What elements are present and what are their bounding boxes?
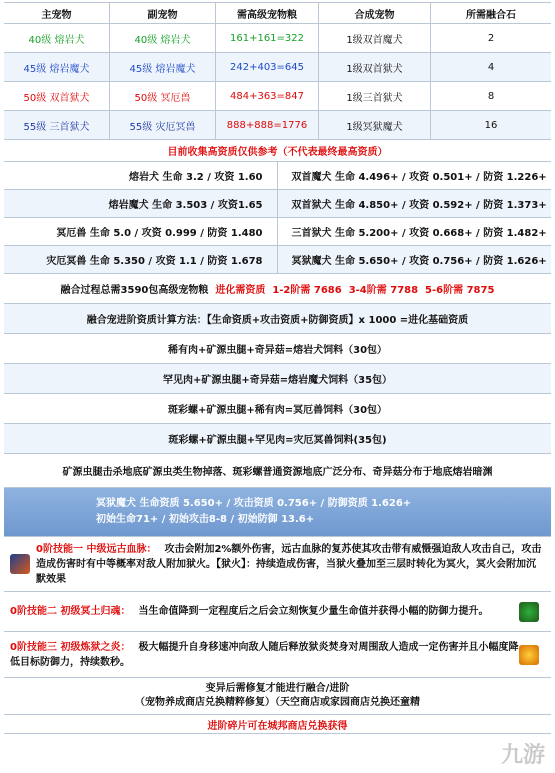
- shard-note: 进阶碎片可在城邦商店兑换获得: [207, 720, 348, 732]
- recipe-row: [4, 424, 551, 454]
- recipe: 斑彩螺+矿源虫腿+罕见肉=灾厄冥兽饲料(35包): [168, 435, 387, 446]
- heal-icon: [519, 602, 539, 622]
- header-food: 需高级宠物粮: [216, 3, 319, 23]
- recipe-row: [4, 334, 551, 364]
- fusion-prefix: 融合过程总需3590包高级宠物粮: [60, 285, 209, 296]
- watermark: 九游: [500, 743, 545, 768]
- distribution-text: 矿源虫腿击杀地底矿源虫类生物掉落、斑彩螺普通资源地底广泛分布、奇异菇分布于地底熔岩暗渊: [62, 467, 493, 478]
- stat-right: 双首魔犬 生命 4.496+ / 攻资 0.501+ / 防资 1.226+: [291, 172, 547, 183]
- skill-3-desc: 极大幅提升自身移速冲向敌人随后释放狱炎焚身对周围敌人造成一定伤害并且小幅度降低目标防御力，持续数秒。: [10, 641, 519, 668]
- skill-2-desc: 当生命值降到一定程度后之后会立刻恢复少量生命值并获得小幅的防御力提升。: [138, 606, 489, 617]
- final-pet-row: [4, 488, 551, 537]
- skill-3-content: [10, 640, 519, 670]
- fusion-requirement: [4, 274, 551, 303]
- repair-note-row: [4, 678, 551, 715]
- main-pet: 40级 熔岩犬: [4, 24, 110, 52]
- skill-1-content: [36, 542, 545, 587]
- stones: 4: [487, 61, 495, 73]
- skill-3: [4, 632, 551, 677]
- reference-note-row: [4, 140, 551, 162]
- flame-dog-icon: [10, 554, 30, 574]
- skill-2-content: [10, 604, 519, 619]
- pet-fusion-table: [4, 2, 551, 734]
- skill-row: [4, 592, 551, 632]
- stat-row: [4, 190, 551, 218]
- main-pet: 50级 双首狱犬: [4, 82, 110, 110]
- stat-right: 双首狱犬 生命 4.850+ / 攻资 0.592+ / 防资 1.373+: [291, 200, 547, 211]
- stones: 16: [484, 119, 498, 131]
- food: 242+403=645: [216, 53, 319, 81]
- sub-pet: 45级 熔岩魔犬: [110, 53, 216, 81]
- skill-2-tag: 0阶技能二 初级冥土归魂：: [10, 606, 131, 617]
- skill-row: [4, 632, 551, 678]
- stat-row: [4, 162, 551, 190]
- stat-right: 三首狱犬 生命 5.200+ / 攻资 0.668+ / 防资 1.482+: [291, 228, 547, 239]
- main-pet: 55级 三首狱犬: [4, 111, 110, 139]
- skill-2: [4, 592, 551, 631]
- header-sub: 副宠物: [110, 3, 216, 23]
- stat-row: [4, 218, 551, 246]
- header-stones: 所需融合石: [466, 9, 516, 21]
- food: 888+888=1776: [216, 111, 319, 139]
- formula-text: 融合宠进阶资质计算方法：【生命资质+攻击资质+防御资质】x 1000 =进化基础资质: [86, 315, 469, 326]
- recipe: 稀有肉+矿源虫腿+奇异菇=熔岩犬饲料（30包）: [167, 345, 388, 356]
- stat-right: 冥狱魔犬 生命 5.650+ / 攻资 0.756+ / 防资 1.626+: [291, 256, 547, 267]
- final-pet-stats: [4, 488, 551, 536]
- result-pet: 1级双首魔犬: [319, 24, 431, 52]
- reference-note: 目前收集高资质仅供参考（不代表最终最高资质）: [167, 147, 388, 158]
- table-row: [4, 111, 551, 140]
- table-row: [4, 24, 551, 53]
- skill-row: [4, 537, 551, 592]
- recipe: 罕见肉+矿源虫腿+奇异菇=熔岩魔犬饲料（35包）: [162, 375, 393, 386]
- result-pet: 1级三首狱犬: [319, 82, 431, 110]
- fusion-requirement-row: [4, 274, 551, 304]
- formula-row: [4, 304, 551, 334]
- final-pet-line-1: 冥狱魔犬 生命资质 5.650+ / 攻击资质 0.756+ / 防御资质 1.626+: [96, 498, 412, 509]
- header-result: 合成宠物: [319, 3, 431, 23]
- distribution-row: [4, 454, 551, 488]
- sub-pet: 55级 灾厄冥兽: [110, 111, 216, 139]
- fusion-mid: 进化需资质: [215, 285, 266, 296]
- food: 484+363=847: [216, 82, 319, 110]
- sub-pet: 50级 冥厄兽: [110, 82, 216, 110]
- stones: 8: [487, 90, 495, 102]
- final-pet-line-2: 初始生命71+ / 初始攻击8-8 / 初始防御 13.6+: [96, 514, 315, 525]
- shard-note-row: [4, 715, 551, 734]
- stat-left: 熔岩犬 生命 3.2 / 攻资 1.60: [4, 162, 278, 189]
- table-row: [4, 53, 551, 82]
- recipe-row: [4, 364, 551, 394]
- repair-line-2: （宠物养成商店兑换精粹修复）（天空商店或家园商店兑换还童精: [135, 697, 420, 708]
- fusion-level-1: 1-2阶需 7686: [272, 285, 342, 296]
- fire-icon: [519, 645, 539, 665]
- repair-note: [4, 678, 551, 714]
- main-pet: 45级 熔岩魔犬: [4, 53, 110, 81]
- recipe: 斑彩螺+矿源虫腿+稀有肉=冥厄兽饲料（30包）: [167, 405, 388, 416]
- skill-1: [4, 537, 551, 591]
- skill-1-tag: 0阶技能一 中级远古血脉：: [36, 543, 157, 555]
- fusion-level-3: 5-6阶需 7875: [425, 285, 495, 296]
- repair-line-1: 变异后需修复才能进行融合/进阶: [205, 683, 350, 694]
- table-row: [4, 82, 551, 111]
- stat-row: [4, 246, 551, 274]
- header-main: 主宠物: [4, 3, 110, 23]
- stat-left: 灾厄冥兽 生命 5.350 / 攻资 1.1 / 防资 1.678: [4, 246, 278, 273]
- stones: 2: [487, 32, 495, 44]
- fusion-level-2: 3-4阶需 7788: [348, 285, 419, 296]
- stat-left: 冥厄兽 生命 5.0 / 攻资 0.999 / 防资 1.480: [4, 218, 278, 245]
- skill-1-desc: 攻击会附加2%额外伤害，远古血脉的复苏使其攻击带有威慑强迫敌人攻击自己，攻击造成伤害时有中等概率对敌人附加狱火。【狱火】：持续造成伤害，当狱火叠加至三层时转化为冥火，冥火会附加沉默效果: [36, 543, 542, 585]
- result-pet: 1级双首狱犬: [319, 53, 431, 81]
- recipe-row: [4, 394, 551, 424]
- stat-left: 熔岩魔犬 生命 3.503 / 攻资1.65: [4, 190, 278, 217]
- table-header: [4, 2, 551, 24]
- skill-3-tag: 0阶技能三 初级炼狱之炎：: [10, 641, 131, 653]
- food: 161+161=322: [216, 24, 319, 52]
- result-pet: 1级冥狱魔犬: [319, 111, 431, 139]
- sub-pet: 40级 熔岩犬: [110, 24, 216, 52]
